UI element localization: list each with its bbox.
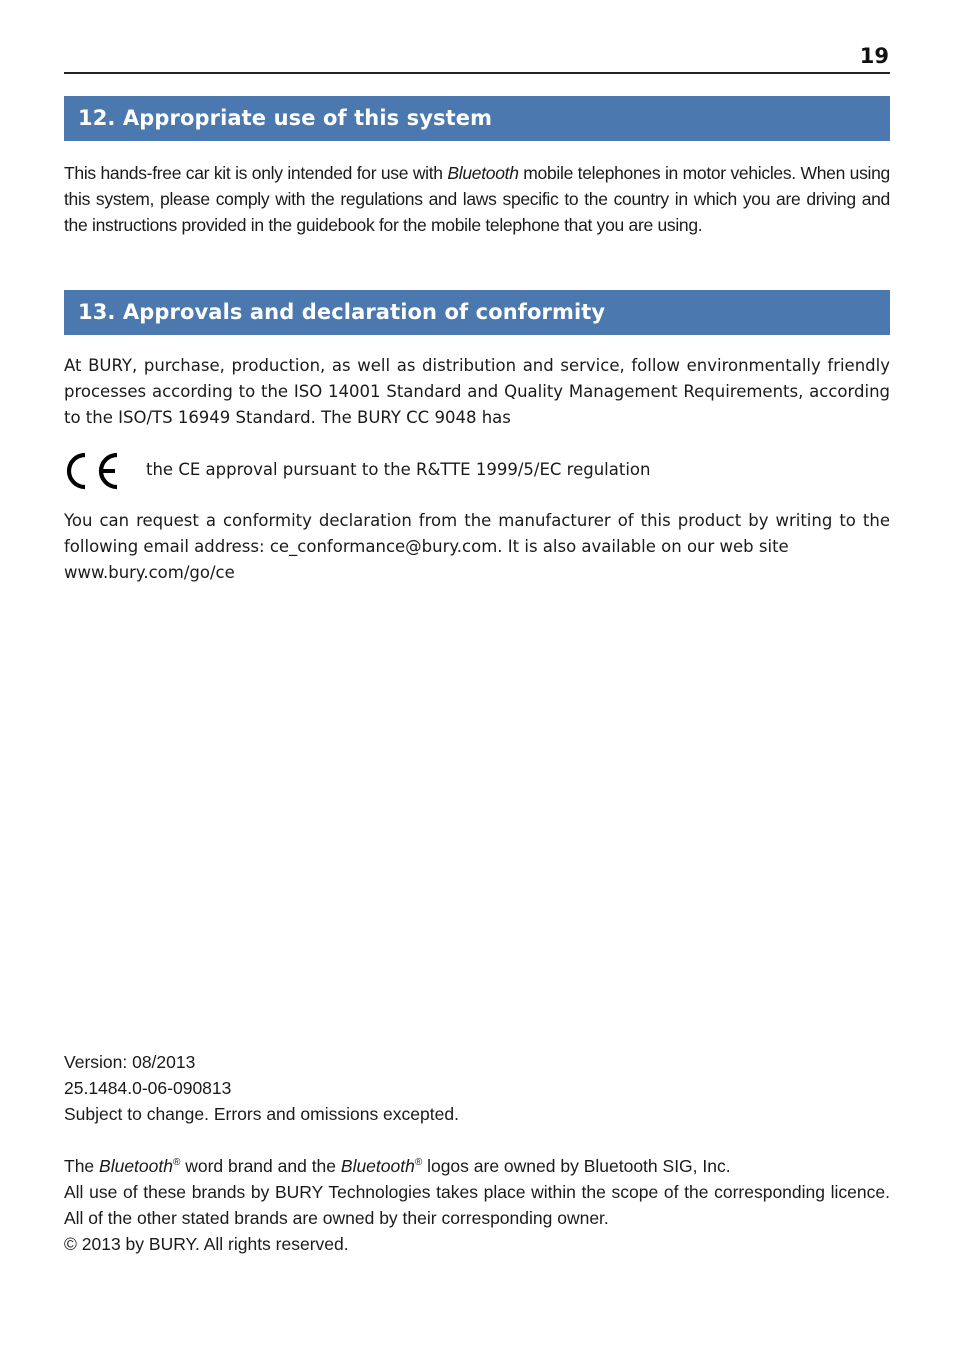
- bury-website-link[interactable]: www.bury.com/go/ce: [64, 563, 235, 582]
- ce-approval-text: the CE approval pursuant to the R&TTE 1999/5/EC regulation: [146, 460, 651, 479]
- ce-mark-icon: [64, 450, 120, 492]
- ce-approval-row: [64, 450, 890, 492]
- section-13-title: 13. Approvals and declaration of conformity: [78, 300, 606, 324]
- version-block: [64, 1049, 890, 1127]
- brand-post: logos are owned by Bluetooth SIG, Inc.: [422, 1156, 731, 1176]
- registered-mark-1: ®: [172, 1157, 181, 1168]
- section-13-intro: At BURY, purchase, production, as well as distribution and service, follow environmentally friendly processes according to the ISO 14001 Standard and Quality Management Requirements, according to the ISO/TS 16949 Standard. The BURY CC 9048 has: [64, 356, 890, 427]
- brand-notice-block: [64, 1153, 890, 1257]
- registered-mark-2: ®: [414, 1157, 423, 1168]
- part-number-line: 25.1484.0-06-090813: [64, 1078, 232, 1098]
- brand-italic-1: Bluetooth: [99, 1156, 173, 1176]
- section-12-body-pre: This hands-free car kit is only intended for use with: [64, 163, 448, 183]
- brand-ownership-line: [64, 1153, 890, 1179]
- section-13-request-mid: . It is also available on our web site: [497, 537, 789, 556]
- header-rule: [64, 72, 890, 74]
- conformance-email-link[interactable]: ce_conformance@bury.com: [269, 537, 498, 556]
- section-12-heading-bar: [64, 96, 890, 141]
- section-13-heading-bar: [64, 290, 890, 335]
- section-13-request-pre: You can request a conformity declaration from the manufacturer of this product by writing to the following email address:: [64, 511, 890, 556]
- brand-mid: word brand and the: [180, 1156, 341, 1176]
- section-12-body: [64, 160, 890, 238]
- section-12-body-post: mobile telephones in motor vehicles. When using this system, please comply with the regulations and laws specific to the country in which you are driving and the instructions provided in the guidebook for the mobile telephone that you are using.: [64, 163, 890, 235]
- brand-use-text: All use of these brands by BURY Technologies takes place within the scope of the corresponding licence. All of the other stated brands are owned by their corresponding owner.: [64, 1182, 890, 1228]
- disclaimer-line: Subject to change. Errors and omissions excepted.: [64, 1104, 459, 1124]
- copyright-line: © 2013 by BURY. All rights reserved.: [64, 1234, 349, 1254]
- version-line: Version: 08/2013: [64, 1052, 196, 1072]
- section-13-request: [64, 508, 890, 586]
- brand-the: The: [64, 1156, 100, 1176]
- brand-italic-2: Bluetooth: [340, 1156, 415, 1176]
- section-12-body-italic: Bluetooth: [447, 163, 519, 183]
- page-number: 19: [859, 44, 889, 68]
- section-12-title: 12. Appropriate use of this system: [78, 106, 493, 130]
